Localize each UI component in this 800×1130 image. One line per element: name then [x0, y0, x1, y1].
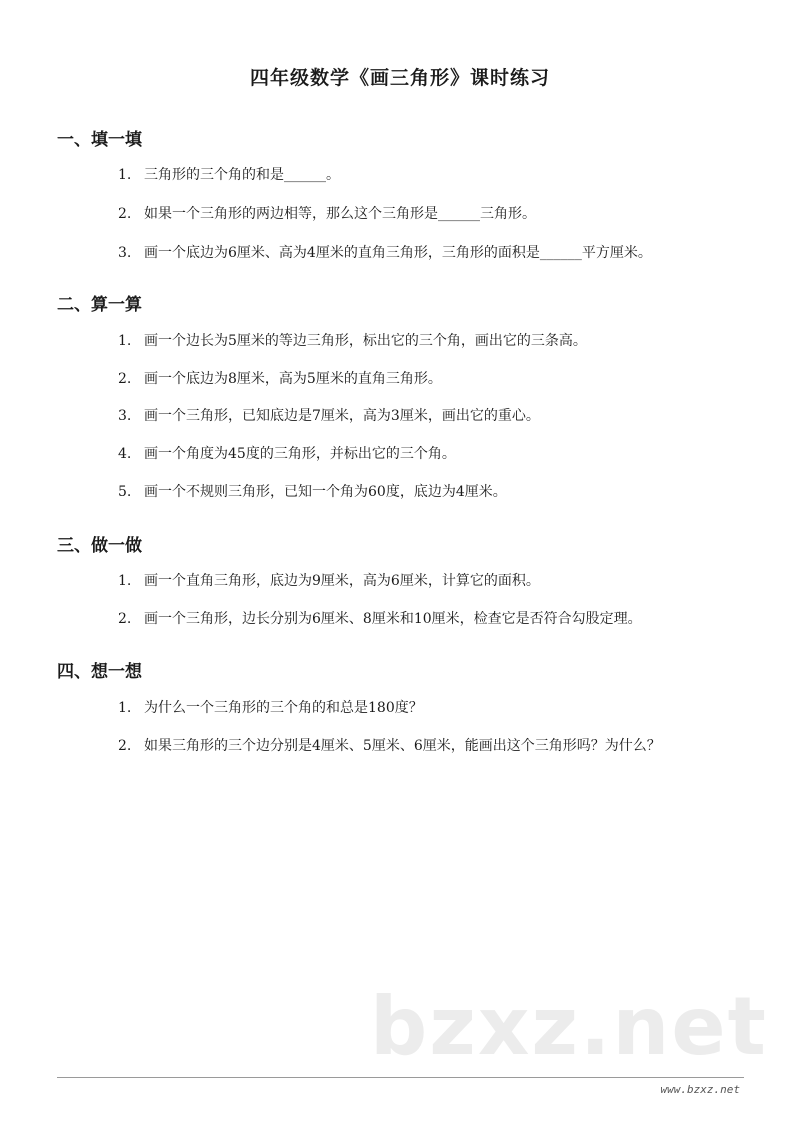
section-heading-calculate: 二、算一算 [57, 295, 142, 315]
question-number: 2. [118, 371, 132, 387]
question-item [118, 330, 587, 350]
question-item [118, 481, 507, 501]
question-number: 1. [118, 700, 132, 716]
question-item [118, 697, 423, 717]
question-item [118, 735, 661, 755]
question-item [118, 608, 642, 628]
question-item [118, 443, 456, 463]
section-heading-fill: 一、填一填 [57, 130, 142, 150]
watermark: bzxz.net [370, 980, 768, 1073]
footer-divider [57, 1077, 744, 1078]
question-text: 为什么一个三角形的三个角的和总是180度？ [144, 700, 423, 716]
question-text: 画一个直角三角形，底边为9厘米，高为6厘米，计算它的面积。 [144, 573, 540, 589]
question-number: 4. [118, 446, 132, 462]
question-text: 画一个边长为5厘米的等边三角形，标出它的三个角，画出它的三条高。 [144, 333, 587, 349]
question-item [118, 405, 540, 425]
question-text: 画一个底边为6厘米、高为4厘米的直角三角形，三角形的面积是______平方厘米。 [144, 245, 652, 261]
question-number: 5. [118, 484, 132, 500]
question-text: 如果一个三角形的两边相等，那么这个三角形是______三角形。 [144, 206, 536, 222]
question-item [118, 203, 536, 223]
page-title: 四年级数学《画三角形》课时练习 [249, 67, 550, 89]
question-text: 画一个底边为8厘米，高为5厘米的直角三角形。 [144, 371, 442, 387]
question-text: 如果三角形的三个边分别是4厘米、5厘米、6厘米，能画出这个三角形吗？为什么？ [144, 738, 661, 754]
question-number: 3. [118, 245, 132, 261]
question-number: 1. [118, 167, 132, 183]
question-item [118, 570, 540, 590]
question-number: 2. [118, 611, 132, 627]
question-item [118, 164, 340, 184]
question-text: 画一个三角形，边长分别为6厘米、8厘米和10厘米，检查它是否符合勾股定理。 [144, 611, 642, 627]
question-number: 2. [118, 206, 132, 222]
question-text: 画一个三角形，已知底边是7厘米，高为3厘米，画出它的重心。 [144, 408, 540, 424]
question-number: 2. [118, 738, 132, 754]
question-text: 画一个不规则三角形，已知一个角为60度，底边为4厘米。 [144, 484, 507, 500]
question-item [118, 242, 652, 262]
question-number: 1. [118, 333, 132, 349]
question-text: 三角形的三个角的和是______。 [144, 167, 340, 183]
section-heading-think: 四、想一想 [57, 662, 142, 682]
question-text: 画一个角度为45度的三角形，并标出它的三个角。 [144, 446, 456, 462]
question-item [118, 368, 442, 388]
footer-url: www.bzxz.net [660, 1083, 740, 1096]
question-number: 1. [118, 573, 132, 589]
section-heading-do: 三、做一做 [57, 536, 142, 556]
question-number: 3. [118, 408, 132, 424]
